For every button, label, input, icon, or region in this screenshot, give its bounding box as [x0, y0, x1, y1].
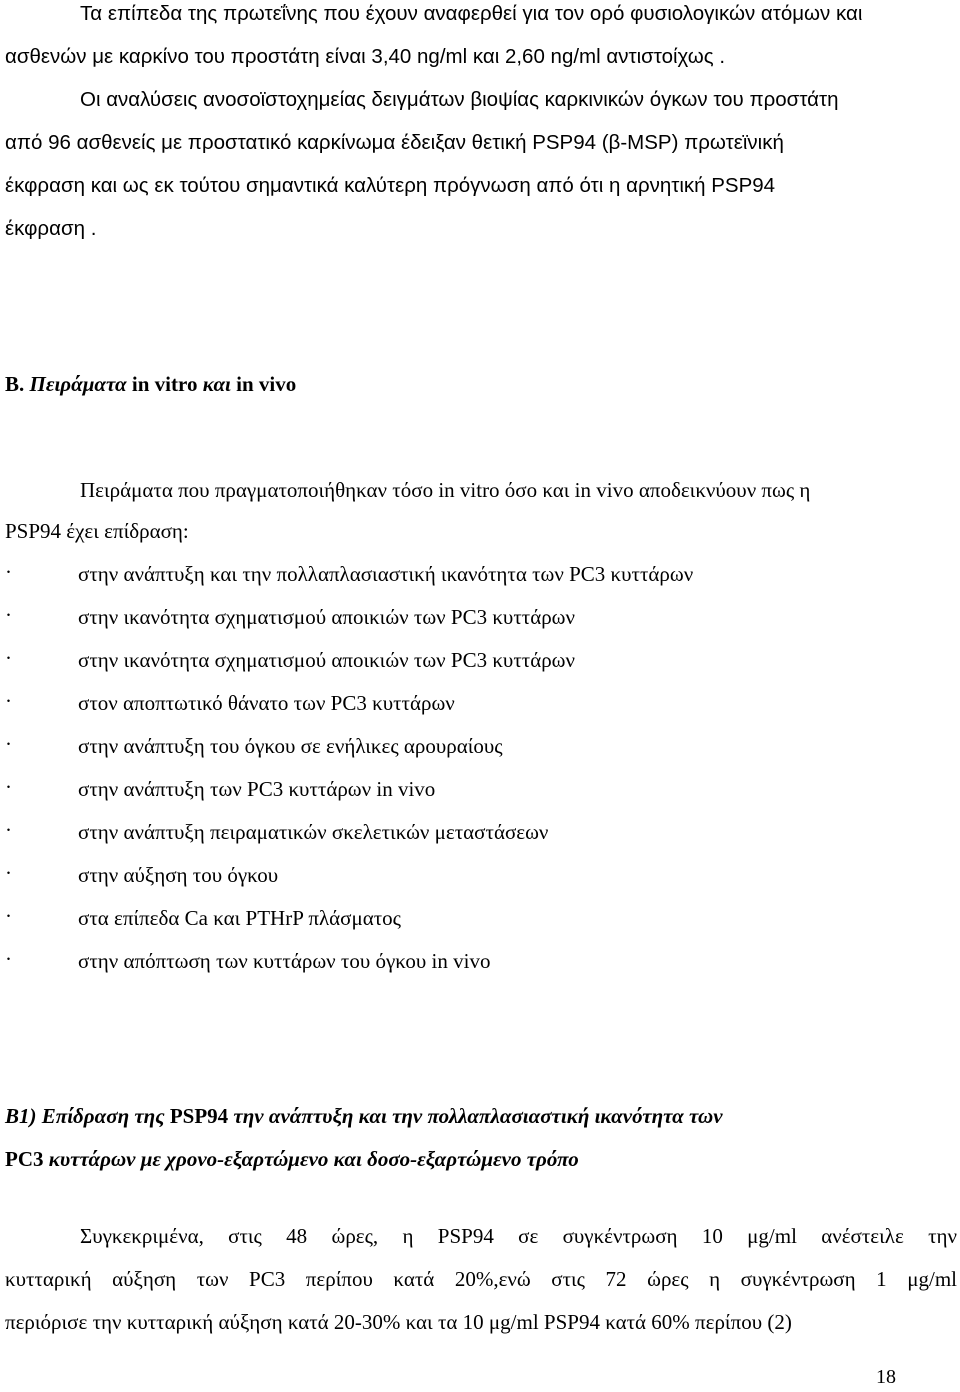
list-item-text: στην ανάπτυξη των PC3 κυττάρων in vivo: [78, 777, 436, 801]
list-item-text: στην ανάπτυξη του όγκου σε ενήλικες αρουραίους: [78, 734, 503, 758]
section-b1-heading-line-1: [5, 1104, 723, 1129]
intro-line-3: Οι αναλύσεις ανοσοϊστοχημείας δειγμάτων βιοψίας καρκινικών όγκων του προστάτη: [80, 88, 839, 111]
section-b1-part-e: κυττάρων με χρονο-εξαρτώμενο και δοσο-εξαρτώμενο τρόπο: [43, 1147, 579, 1171]
section-b1-heading-line-2: [5, 1147, 579, 1172]
section-b-word-1: Πειράματα: [29, 372, 127, 396]
closing-line-1: Συγκεκριμένα, στις 48 ώρες, η PSP94 σε συγκέντρωση 10 μg/ml ανέστειλε την: [80, 1224, 957, 1248]
bullet-marker: ·: [5, 775, 12, 799]
bullet-marker: ·: [5, 646, 12, 670]
bullet-marker: ·: [5, 560, 12, 584]
bullet-marker: ·: [5, 861, 12, 885]
list-item-text: στην αύξηση του όγκου: [78, 863, 279, 887]
bullet-marker: ·: [5, 818, 12, 842]
closing-line-3: περιόρισε την κυτταρική αύξηση κατά 20-30% και τα 10 μg/ml PSP94 κατά 60% περίπου (2): [5, 1310, 792, 1334]
closing-line-2: κυτταρική αύξηση των PC3 περίπου κατά 20%,ενώ στις 72 ώρες η συγκέντρωση 1 μg/ml: [5, 1267, 957, 1291]
list-item-text: στην ικανότητα σχηματισμού αποικιών των PC3 κυττάρων: [78, 648, 575, 672]
page-number: 18: [876, 1366, 896, 1388]
section-b-word-2: και: [202, 372, 231, 396]
intro-line-6: έκφραση .: [5, 217, 97, 240]
section-b1-part-a: Β1) Επίδραση της: [5, 1104, 170, 1128]
section-b-heading: [5, 372, 296, 397]
section-b1-part-c: την ανάπτυξη και την πολλαπλασιαστική ικανότητα των: [228, 1104, 723, 1128]
section-b1-part-b: PSP94: [169, 1104, 229, 1128]
experiments-line-1: Πειράματα που πραγματοποιήθηκαν τόσο in vitro όσο και in vivo αποδεικνύουν πως η: [80, 478, 811, 502]
list-item-text: στην ανάπτυξη και την πολλαπλασιαστική ικανότητα των PC3 κυττάρων: [78, 562, 694, 586]
bullet-marker: ·: [5, 904, 12, 928]
experiments-line-2: PSP94 έχει επίδραση:: [5, 519, 189, 543]
bullet-marker: ·: [5, 947, 12, 971]
section-b-prefix: B.: [5, 372, 30, 396]
bullet-marker: ·: [5, 603, 12, 627]
bullet-marker: ·: [5, 732, 12, 756]
list-item-text: στην ανάπτυξη πειραματικών σκελετικών μεταστάσεων: [78, 820, 549, 844]
intro-line-4: από 96 ασθενείς με προστατικό καρκίνωμα έδειξαν θετική PSP94 (β-MSP) πρωτεϊνική: [5, 131, 784, 154]
section-b-mid-1: in vitro: [126, 372, 203, 396]
list-item-text: στην ικανότητα σχηματισμού αποικιών των PC3 κυττάρων: [78, 605, 575, 629]
list-item-text: στον αποπτωτικό θάνατο των PC3 κυττάρων: [78, 691, 455, 715]
intro-line-2: ασθενών με καρκίνο του προστάτη είναι 3,40 ng/ml και 2,60 ng/ml αντιστοίχως .: [5, 45, 726, 68]
section-b1-part-d: PC3: [5, 1147, 44, 1171]
bullet-marker: ·: [5, 689, 12, 713]
section-b-mid-2: in vivo: [230, 372, 297, 396]
intro-line-1: Τα επίπεδα της πρωτεΐνης που έχουν αναφερθεί για τον ορό φυσιολογικών ατόμων και: [80, 2, 863, 25]
intro-line-5: έκφραση και ως εκ τούτου σημαντικά καλύτερη πρόγνωση από ότι η αρνητική PSP94: [5, 174, 776, 197]
list-item-text: στα επίπεδα Ca και PTHrP πλάσματος: [78, 906, 401, 930]
list-item-text: στην απόπτωση των κυττάρων του όγκου in vivo: [78, 949, 491, 973]
